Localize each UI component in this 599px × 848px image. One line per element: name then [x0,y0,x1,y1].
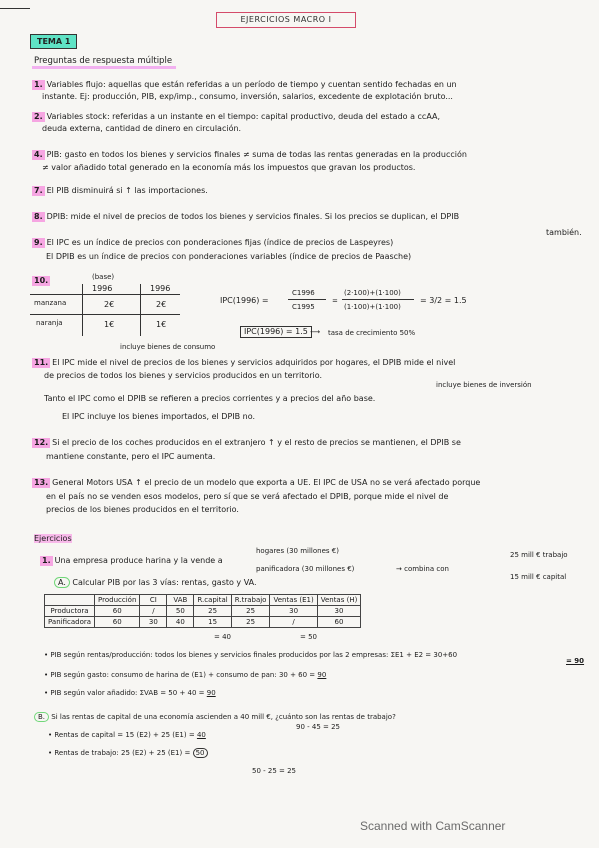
q12-text2: mantiene constante, pero el IPC aumenta. [46,452,216,461]
ej1-sum2: = 50 [300,633,317,641]
q11-text2: de precios de todos los bienes y servicios producidos en un territorio. [44,371,323,380]
table-cell: 30 [270,606,317,617]
q10-row2: naranja [36,319,63,327]
q10-formula-res: = 3/2 = 1.5 [420,296,467,305]
q13-text2: en el país no se venden esos modelos, pero sí que se verá afectado el DPIB, porque mide el nivel de [46,492,449,501]
table-cell: / [140,606,167,617]
q10-row1: manzana [34,299,67,307]
q1-line1 [32,80,457,90]
q10-arrow: ⟶ [310,328,321,336]
table-header-cell: R.trabajo [231,595,270,606]
q4-line1 [32,150,467,160]
q7-line1 [32,186,208,196]
q2-line1 [32,112,440,122]
table-row [45,606,361,617]
page-title: EJERCICIOS MACRO I [216,12,356,28]
q10-formula-num: (2·100)+(1·100) [344,289,401,297]
q10-table-vline1 [82,284,83,336]
q10-number: 10. [34,276,49,285]
table-header-cell [45,595,95,606]
ej1-b1-result: = 90 [566,657,585,665]
q10-year2: 1996 [150,284,171,293]
table-header-cell: R.capital [194,595,231,606]
q10-table-vline2 [140,284,141,336]
ej1-c1-text: • Rentas de capital = 15 (E2) + 25 (E1) = [48,731,195,739]
q10-formula-c1: C1996 [292,289,315,297]
q10-formula-lhs: IPC(1996) = [220,296,269,305]
q2-number: 2. [34,112,43,121]
q10-formula-den: (1·100)+(1·100) [344,303,401,311]
q12-number: 12. [34,438,49,447]
ej1-text1: Una empresa produce harina y la vende a [54,556,223,565]
q10-v22: 1€ [156,320,167,329]
q9-number: 9. [34,238,43,247]
ej1-c2 [48,748,208,758]
ej1-b2-result: 90 [317,671,327,679]
q11-side-note: incluye bienes de inversión [436,381,532,389]
ej1-c-text: Si las rentas de capital de una economía ascienden a 40 mill €, ¿cuánto son las rentas de trabajo? [51,713,396,721]
ej1-sum1: = 40 [214,633,231,641]
q10-box-result: IPC(1996) = 1.5 [240,326,312,338]
q2-text2: deuda externa, cantidad de dinero en circulación. [42,124,242,133]
table-header-cell: Producción [95,595,140,606]
ej1-capital: 15 mill € capital [510,573,567,581]
ej1-number: 1. [42,556,51,565]
q10-arrow-note: tasa de crecimiento 50% [328,329,416,337]
table-header-cell: Ventas (H) [317,595,361,606]
ejercicios-heading-text: Ejercicios [34,534,72,543]
q10-under-note: incluye bienes de consumo [120,343,216,351]
table-cell: Productora [45,606,95,617]
ejercicios-heading [34,534,72,544]
q10-table-hline2 [30,314,180,315]
ej1-c-label: B. [34,712,49,722]
ej1-b3 [44,688,216,698]
q13-text1: General Motors USA ↑ el precio de un modelo que exporta a UE. El IPC de USA no se verá afectado porque [52,478,481,487]
q10-year1: 1996 [92,284,113,293]
ej1-trabajo: 25 mill € trabajo [510,551,568,559]
q8-number: 8. [34,212,43,221]
table-cell: 30 [317,606,361,617]
table-header-cell: CI [140,595,167,606]
q4-number: 4. [34,150,43,159]
q8-text1: DPIB: mide el nivel de precios de todos los bienes y servicios finales. Si los precios se duplican, el DPIB [46,212,460,221]
ej1-b2 [44,670,326,680]
q7-number: 7. [34,186,43,195]
q10-v12: 2€ [156,300,167,309]
q10-v21: 1€ [104,320,115,329]
table-cell: 60 [95,606,140,617]
table-cell: Panificadora [45,617,95,628]
table-header-cell: Ventas (E1) [270,595,317,606]
q10-formula-c2: C1995 [292,303,315,311]
q10-frac2-bar [342,299,414,300]
ej1-table [44,594,361,628]
table-cell: 50 [167,606,194,617]
q12-line1 [32,438,461,448]
q1-text1: Variables flujo: aquellas que están referidas a un período de tiempo y cuentan sentido fechadas en un [46,80,457,89]
ej1-b2-text: • PIB según gasto: consumo de harina de (E1) + consumo de pan: 30 + 60 = [44,671,316,679]
scanner-watermark: Scanned with CamScanner [360,819,506,833]
ej1-b3-text: • PIB según valor añadido: ΣVAB = 50 + 40 = [44,689,205,697]
table-cell: 60 [95,617,140,628]
q7-text1: El PIB disminuirá si ↑ las importaciones. [46,186,208,195]
q11-number: 11. [34,358,49,367]
table-cell: 25 [194,606,231,617]
ej1-a-line [54,578,257,588]
q9-text1: El IPC es un índice de precios con ponderaciones fijas (índice de precios de Laspeyres) [46,238,394,247]
table-cell: 15 [194,617,231,628]
tema-label: TEMA 1 [30,34,77,49]
ej1-c2-text: • Rentas de trabajo: 25 (E2) + 25 (E1) = [48,749,191,757]
q4-text1: PIB: gasto en todos los bienes y servicios finales ≠ suma de todas las rentas generadas en la producción [46,150,467,159]
table-row [45,617,361,628]
q13-text3: precios de los bienes producidos en el territorio. [46,505,239,514]
q13-number: 13. [34,478,49,487]
table-cell: 30 [140,617,167,628]
table-header-cell: VAB [167,595,194,606]
ej1-c1-result: 40 [196,731,206,739]
q10-base: (base) [92,273,115,281]
q10-eq-sign: = [332,297,338,305]
ej1-c-line [34,712,396,722]
ej1-line1 [40,556,223,566]
ej1-branch-top: hogares (30 millones €) [256,547,339,555]
ej1-table-body [45,595,361,628]
q1-number: 1. [34,80,43,89]
q10-table-hline1 [30,294,180,295]
ej1-c1-note: 90 - 45 = 25 [296,723,341,731]
ej1-a-text: Calcular PIB por las 3 vías: rentas, gasto y VA. [72,578,257,587]
ej1-c1 [48,730,206,740]
q1-text2: instante. Ej: producción, PIB, exp/imp., consumo, inversión, salarios, excedente de explotación bruto... [42,92,453,101]
ej1-b3-result: 90 [206,689,216,697]
ej1-arrow: → combina con [396,565,449,573]
q10-frac1-bar [288,299,326,300]
ej1-c2-result: 50 [193,748,208,758]
ej1-b1: • PIB según rentas/producción: todos los bienes y servicios finales producidos por las 2 empresas: ΣE1 + E2 = 30+60 [44,651,458,659]
q12-text1: Si el precio de los coches producidos en el extranjero ↑ y el resto de precios se mantienen, el DPIB se [52,438,461,447]
q13-line1 [32,478,480,488]
q8-line1 [32,212,459,222]
ej1-table-header-row [45,595,361,606]
q2-text1: Variables stock: referidas a un instante en el tiempo: capital productivo, deuda del estado a ccAA, [46,112,441,121]
table-cell: 60 [317,617,361,628]
section-heading-text: Preguntas de respuesta múltiple [34,56,173,66]
q11-line1 [32,358,455,368]
ej1-a-label: A. [54,577,70,588]
table-cell: 25 [231,617,270,628]
corner-line [0,8,30,9]
ej1-branch-bottom: panificadora (30 millones €) [256,565,355,573]
q11-text4: El IPC incluye los bienes importados, el DPIB no. [62,412,256,421]
q11-text1: El IPC mide el nivel de precios de los bienes y servicios adquiridos por hogares, el DPIB mide el nivel [52,358,456,367]
q9-line1 [32,238,393,248]
table-cell: 40 [167,617,194,628]
ej1-c2-note: 50 - 25 = 25 [252,767,297,775]
q10-v11: 2€ [104,300,115,309]
q9-text2: El DPIB es un índice de precios con ponderaciones variables (índice de precios de Paasche) [46,252,412,261]
q8-text2: también. [546,228,582,237]
heading-underline [32,66,176,69]
q4-text2: ≠ valor añadido total generado en la economía más los impuestos que gravan los productos. [42,163,416,172]
table-cell: 25 [231,606,270,617]
table-cell: / [270,617,317,628]
q11-text3: Tanto el IPC como el DPIB se refieren a precios corrientes y a precios del año base. [44,394,376,403]
q10-number-wrap [32,276,52,286]
section-heading [34,56,172,66]
